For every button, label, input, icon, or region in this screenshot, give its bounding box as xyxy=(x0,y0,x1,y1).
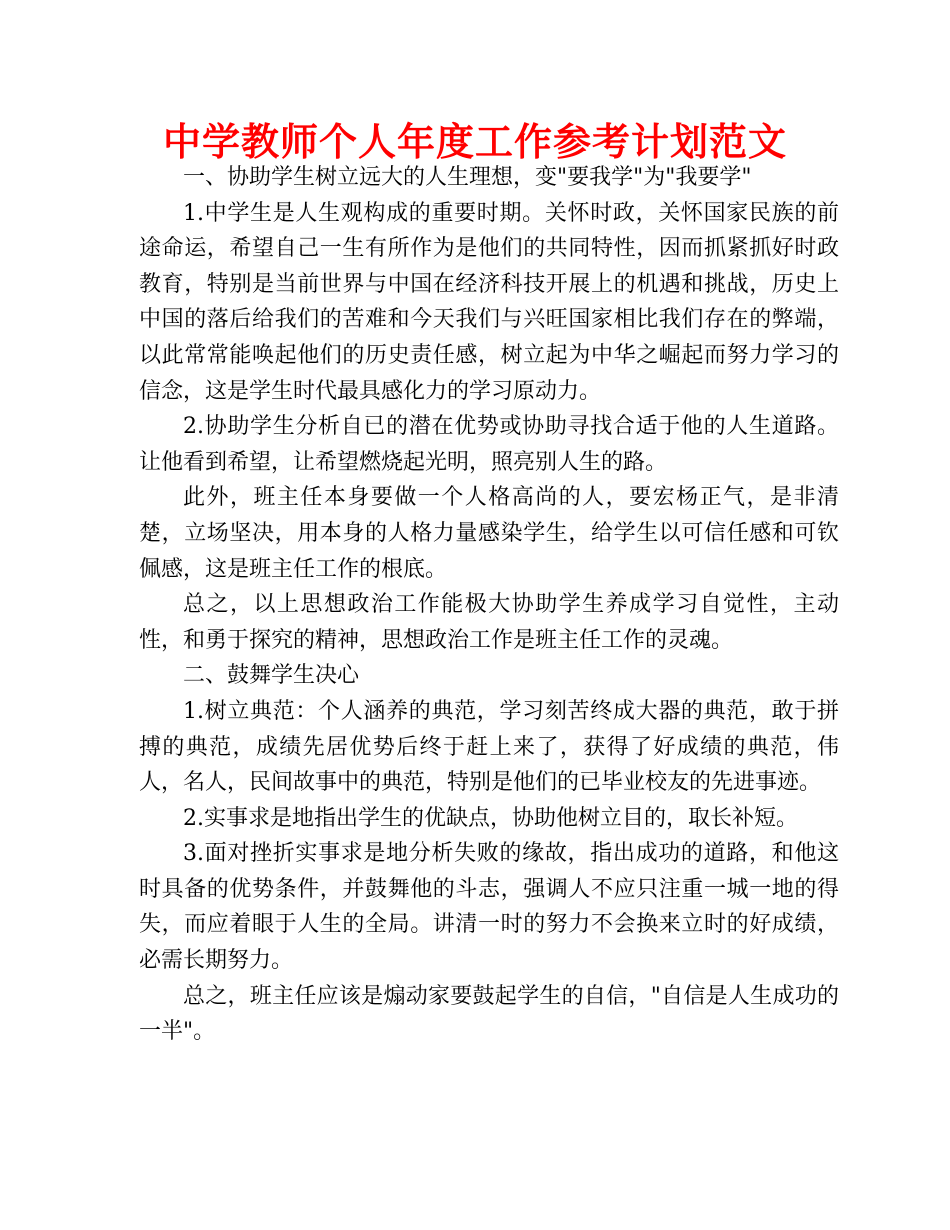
paragraph-1-2: 2.协助学生分析自已的潜在优势或协助寻找合适于他的人生道路。让他看到希望，让希望燃烧起光明，照亮别人生的路。 xyxy=(139,414,839,475)
paragraph-1-summary: 总之，以上思想政治工作能极大协助学生养成学习自觉性，主动性，和勇于探究的精神，思想政治工作是班主任工作的灵魂。 xyxy=(139,592,839,653)
paragraph-2-3: 3.面对挫折实事求是地分析失败的缘故，指出成功的道路，和他这时具备的优势条件，并鼓舞他的斗志，强调人不应只注重一城一地的得失，而应着眼于人生的全局。讲清一时的努力不会换来立时的好成绩，必需长期努力。 xyxy=(139,841,839,974)
paragraph-2-2: 2.实事求是地指出学生的优缺点，协助他树立目的，取长补短。 xyxy=(183,805,798,831)
paragraph-2-1: 1.树立典范：个人涵养的典范，学习刻苦终成大器的典范，敢于拼搏的典范，成绩先居优势后终于赶上来了，获得了好成绩的典范，伟人，名人，民间故事中的典范，特别是他们的已毕业校友的先进事迹。 xyxy=(139,698,839,796)
paragraph-2-summary: 总之，班主任应该是煽动家要鼓起学生的自信，"自信是人生成功的一半"。 xyxy=(139,983,839,1045)
document-title: 中学教师个人年度工作参考计划范文 xyxy=(162,120,787,164)
paragraph-1-3: 此外，班主任本身要做一个人格高尚的人，要宏杨正气，是非清楚，立场坚决，用本身的人格力量感染学生，给学生以可信任感和可钦佩感，这是班主任工作的根底。 xyxy=(139,485,839,582)
section-heading-2: 二、鼓舞学生决心 xyxy=(183,663,360,689)
section-heading-1: 一、协助学生树立远大的人生理想，变"要我学"为"我要学" xyxy=(183,165,752,190)
paragraph-1-1: 1.中学生是人生观构成的重要时期。关怀时政，关怀国家民族的前途命运，希望自己一生有所作为是他们的共同特性，因而抓紧抓好时政教育，特别是当前世界与中国在经济科技开展上的机遇和挑战，历史上中国的落后给我们的苦难和今天我们与兴旺国家相比我们存在的弊端，以此常常能唤起他们的历史责任感，树立起为中华之崛起而努力学习的信念，这是学生时代最具感化力的学习原动力。 xyxy=(139,200,839,404)
document-body xyxy=(139,160,839,1050)
